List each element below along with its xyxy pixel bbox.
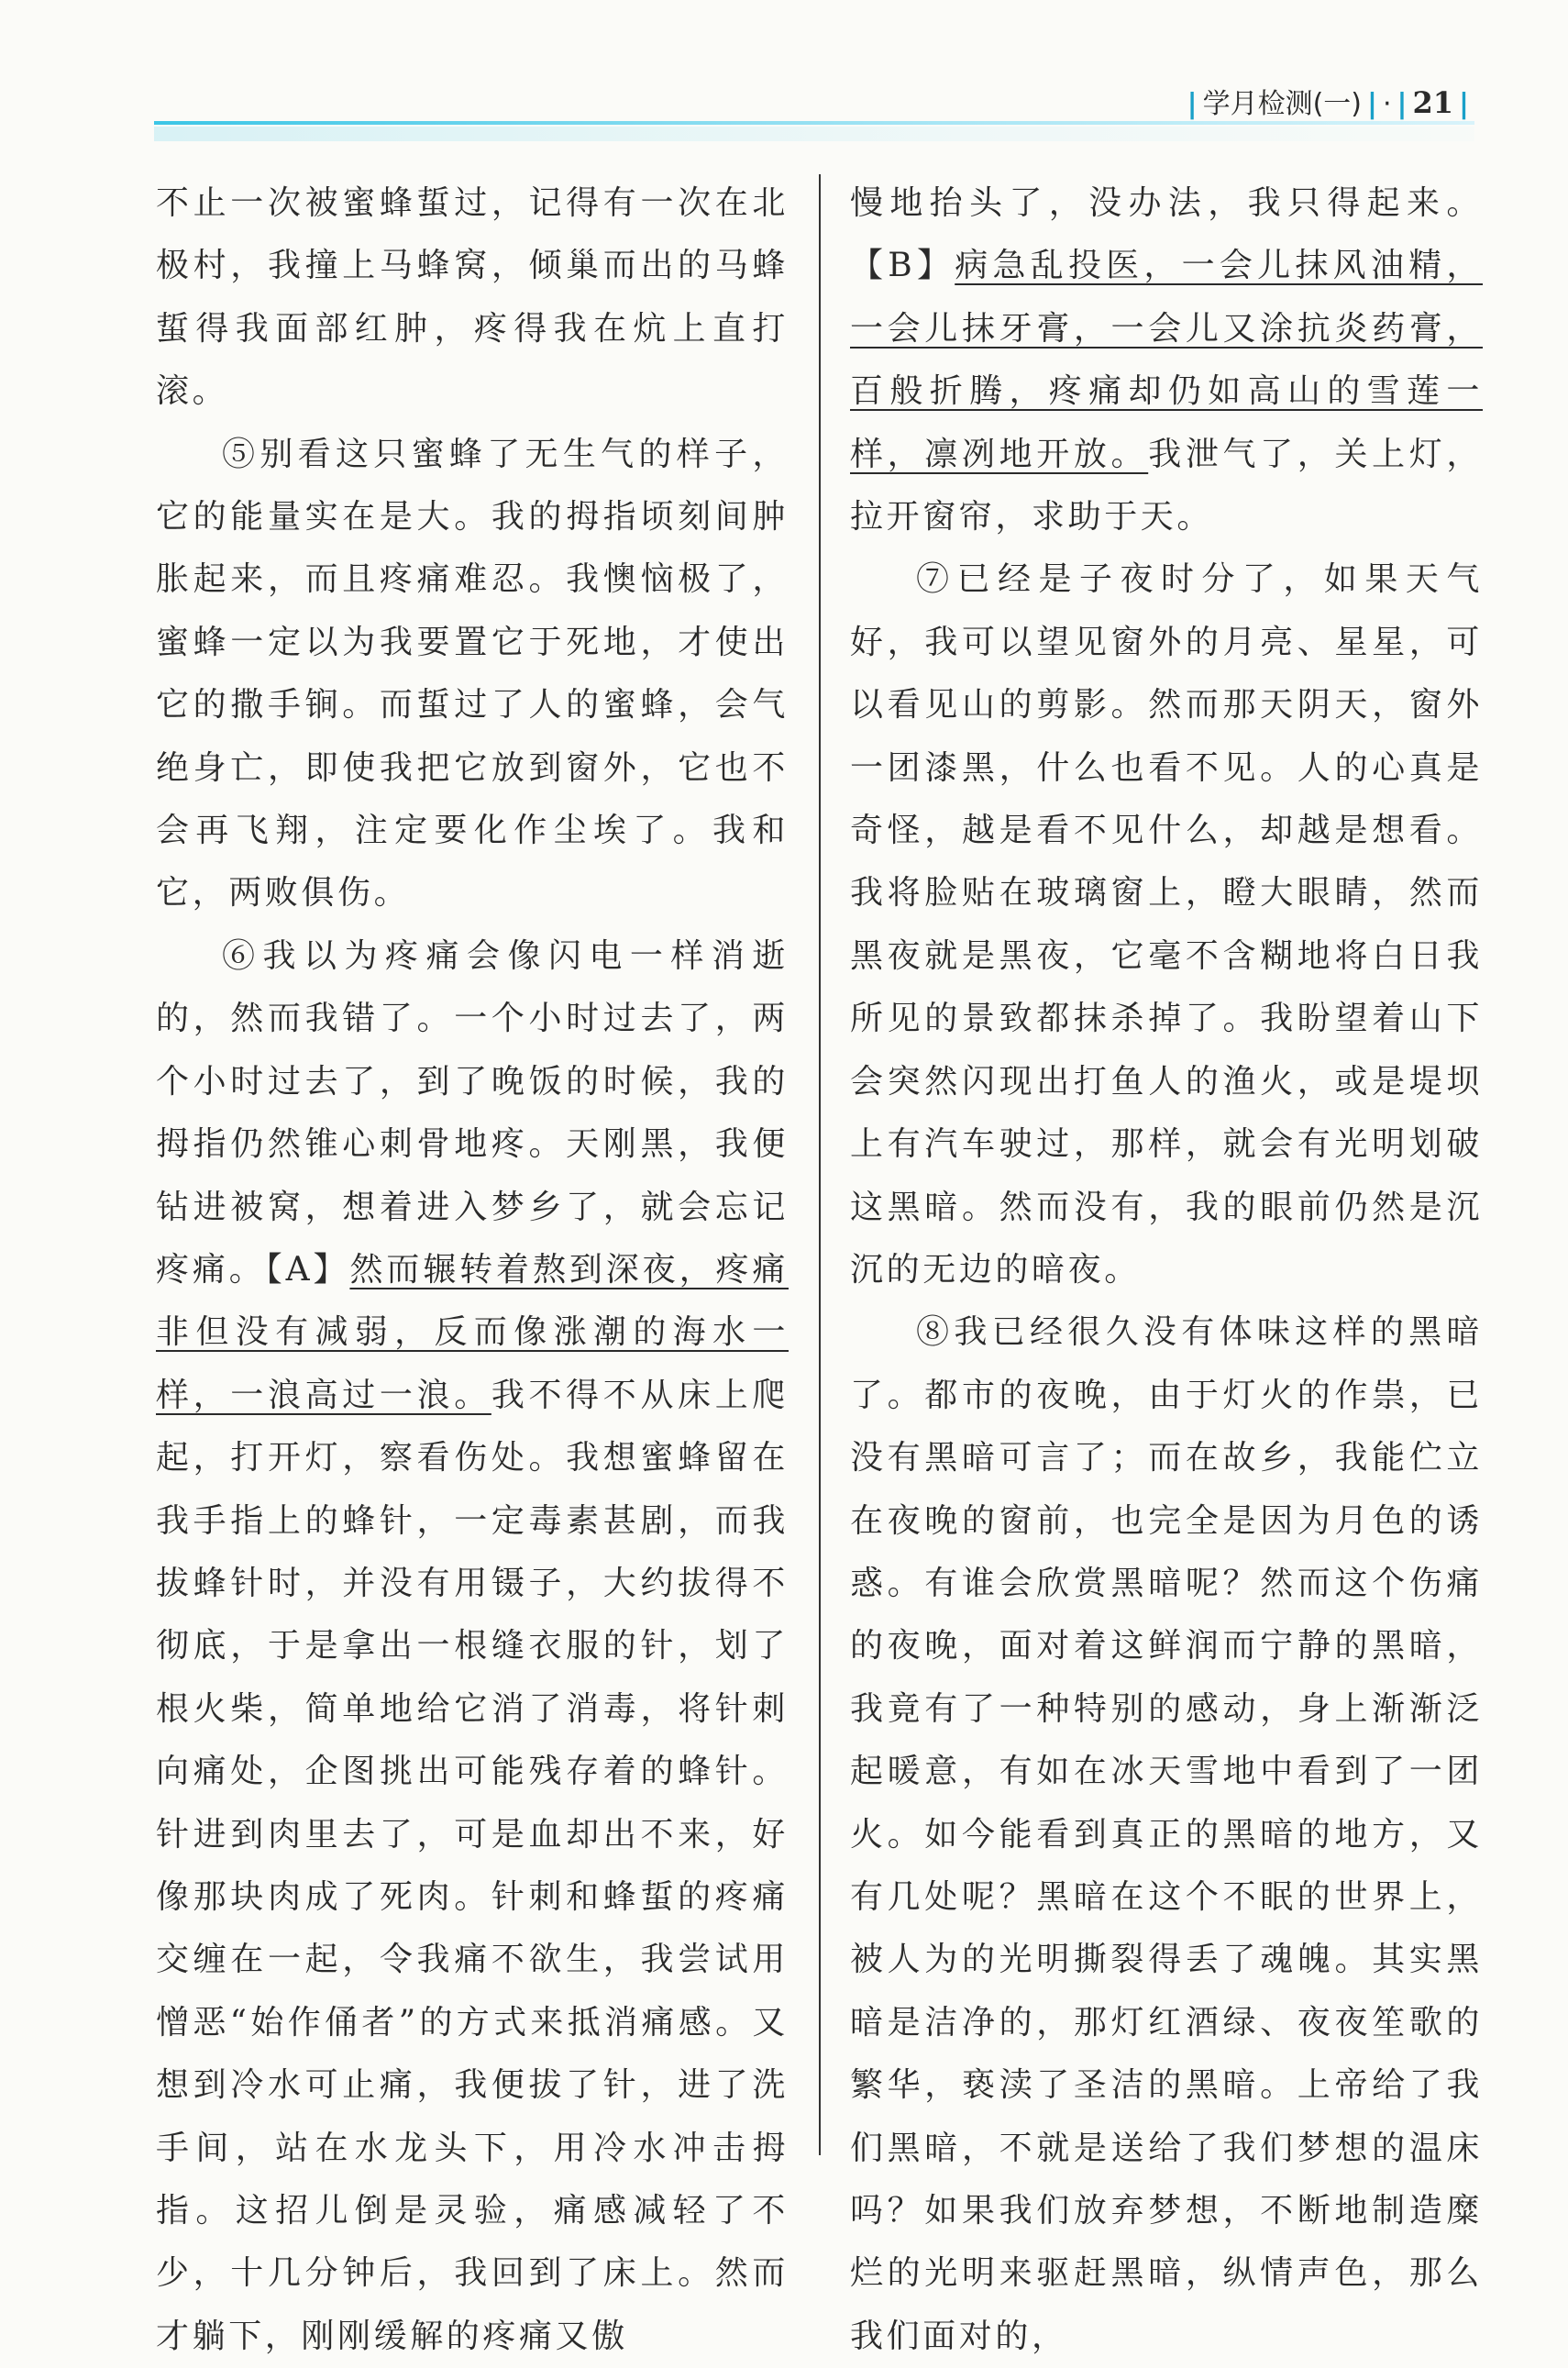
marker-a: 【A】 <box>265 1250 350 1289</box>
section-title: 学月检测(一) <box>1202 88 1363 120</box>
underlined-sentence-a: 然而辗转着熬到深夜，疼痛非但没有减弱，反而像涨潮的海水一样，一浪高过一浪。 <box>156 1250 789 1414</box>
header-dot: · <box>1382 88 1392 120</box>
left-paragraph-1: 不止一次被蜜蜂蜇过，记得有一次在北极村，我撞上马蜂窝，倾巢而出的马蜂蜇得我面部红肿，疼得我在炕上直打滚。 <box>156 184 789 411</box>
paragraph-6-text: ⑥我以为疼痛会像闪电一样消逝的，然而我错了。一个小时过去了，两个小时过去了，到了晚饭的时候，我的拇指仍然锥心刺骨地疼。天刚黑，我便钻进被窝，想着进入梦乡了，就会忘记疼痛。 <box>156 936 789 1289</box>
header-bar-left: | <box>1187 88 1198 120</box>
header-bar-mid2: | <box>1397 88 1408 120</box>
paragraph-8: ⑧我已经很久没有体味这样的黑暗了。都市的夜晚，由于灯火的作祟，已没有黑暗可言了；而在故乡，我能伫立在夜晚的窗前，也完全是因为月色的诱惑。有谁会欣赏黑暗呢？然而这个伤痛的夜晚，面对着这鲜润而宁静的黑暗，我竟有了一种特别的感动，身上渐渐泛起暖意，有如在冰天雪地中看到了一团火。如今能看到真正的黑暗的地方，又有几处呢？黑暗在这个不眠的世界上，被人为的光明撕裂得丢了魂魄。其实黑暗是洁净的，那灯红酒绿、夜夜笙歌的繁华，亵渎了圣洁的黑暗。上帝给了我们黑暗，不就是送给了我们梦想的温床吗？如果我们放弃梦想，不断地制造糜烂的光明来驱赶黑暗，纵情声色，那么我们面对的， <box>850 1313 1483 2355</box>
paragraph-6-continuation: 我不得不从床上爬起，打开灯，察看伤处。我想蜜蜂留在我手指上的蜂针，一定毒素甚剧，而我拔蜂针时，并没有用镊子，大约拔得不彻底，于是拿出一根缝衣服的针，划了根火柴，简单地给它消了消毒，将针刺向痛处，企图挑出可能残存着的蜂针。针进到肉里去了，可是血却出不来，好像那块肉成了死肉。针刺和蜂蜇的疼痛交缠在一起，令我痛不欲生，我尝试用憎恶“始作俑者”的方式来抵消痛感。又想到冷水可止痛，我便拔了针，进了洗手间，站在水龙头下，用冷水冲击拇指。这招儿倒是灵验，痛感减轻了不少，十几分钟后，我回到了床上。然而才躺下，刚刚缓解的疼痛又傲 <box>156 1376 789 2355</box>
header-bar-mid: | <box>1367 88 1377 120</box>
header-label <box>1182 81 1474 121</box>
right-paragraph-1 <box>850 172 1483 548</box>
page-header <box>154 73 1474 128</box>
page-number: 21 <box>1412 85 1454 120</box>
header-bar-right: | <box>1459 88 1469 120</box>
right-column <box>850 172 1483 2368</box>
left-column <box>156 172 789 2368</box>
marker-b: 【B】 <box>850 247 955 285</box>
column-divider <box>819 174 821 2155</box>
right-paragraph-1-end: 我泄气了，关上灯，拉开窗帘，求助于天。 <box>850 435 1483 537</box>
header-rule <box>154 121 1474 125</box>
paragraph-5: ⑤别看这只蜜蜂了无生气的样子，它的能量实在是大。我的拇指顷刻间肿胀起来，而且疼痛难忍。我懊恼极了，蜜蜂一定以为我要置它于死地，才使出它的撒手锏。而蜇过了人的蜜蜂，会气绝身亡，即使我把它放到窗外，它也不会再飞翔，注定要化作尘埃了。我和它，两败俱伤。 <box>156 435 789 913</box>
right-paragraph-1-text: 慢地抬头了，没办法，我只得起来。 <box>850 184 1483 222</box>
header-strip <box>154 127 1474 141</box>
paragraph-7: ⑦已经是子夜时分了，如果天气好，我可以望见窗外的月亮、星星，可以看见山的剪影。然而那天阴天，窗外一团漆黑，什么也看不见。人的心真是奇怪，越是看不见什么，却越是想看。我将脸贴在玻璃窗上，瞪大眼睛，然而黑夜就是黑夜，它毫不含糊地将白日我所见的景致都抹杀掉了。我盼望着山下会突然闪现出打鱼人的渔火，或是堤坝上有汽车驶过，那样，就会有光明划破这黑暗。然而没有，我的眼前仍然是沉沉的无边的暗夜。 <box>850 560 1483 1289</box>
underlined-sentence-b: 病急乱投医，一会儿抹风油精，一会儿抹牙膏，一会儿又涂抗炎药膏，百般折腾，疼痛却仍如高山的雪莲一样，凛冽地开放。 <box>850 247 1483 473</box>
paragraph-6 <box>156 925 789 2368</box>
